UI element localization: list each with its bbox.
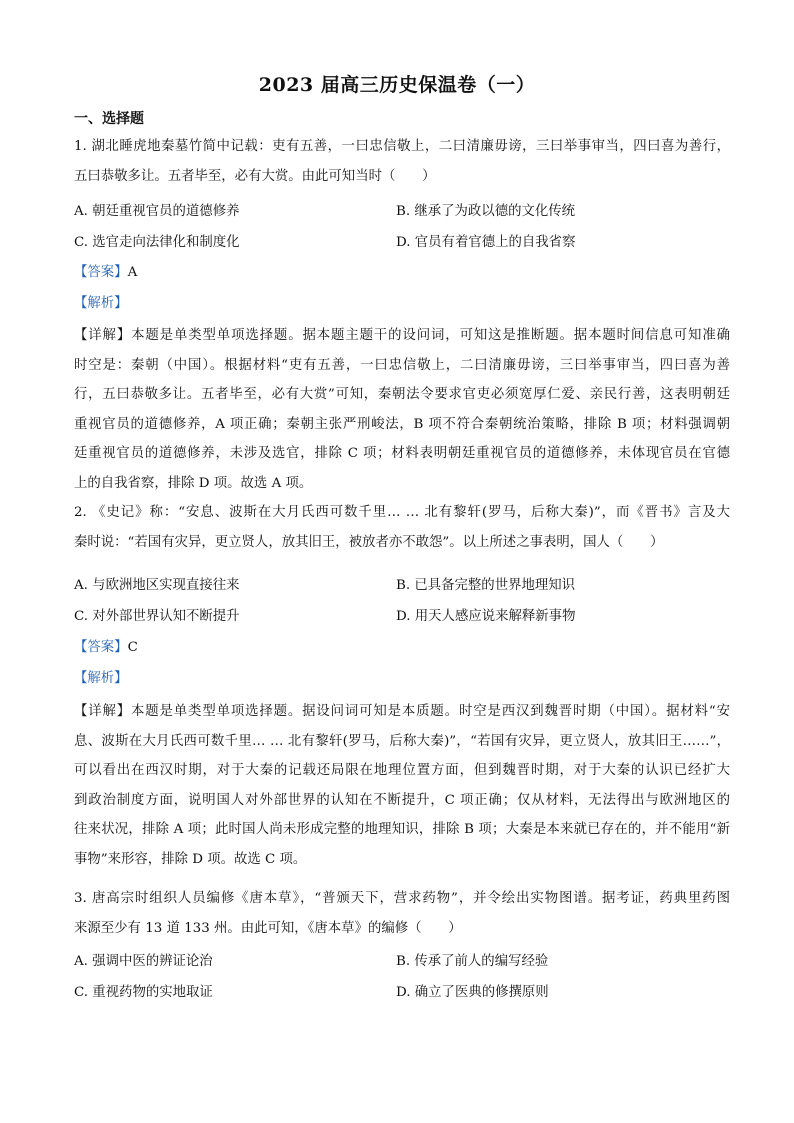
question-3-option-b: B. 传承了前人的编写经验	[396, 954, 549, 969]
analysis-tag: 【解析】	[74, 671, 128, 686]
question-2-option-d: D. 用天人感应说来解释新事物	[396, 609, 576, 624]
question-1-option-d: D. 官员有着官德上的自我省察	[396, 235, 576, 250]
analysis-tag: 【解析】	[74, 296, 128, 311]
answer-tag: 【答案】	[74, 265, 128, 280]
question-1-option-a: A. 朝廷重视官员的道德修养	[74, 204, 240, 219]
question-1-line-1: 1. 湖北睡虎地秦墓竹简中记载：吏有五善，一曰忠信敬上，二曰清廉毋谤，三曰举事审当，四曰喜为善行，	[74, 139, 730, 154]
question-3-options	[74, 946, 730, 1008]
question-1-analysis-tag	[74, 289, 128, 318]
question-2-answer	[74, 633, 138, 662]
question-2-option-a: A. 与欧洲地区实现直接往来	[74, 578, 240, 593]
question-1-option-c: C. 选官走向法律化和制度化	[74, 235, 240, 250]
question-3-option-d: D. 确立了医典的修撰原则	[396, 985, 549, 1000]
section-heading: 一、选择题	[74, 111, 144, 127]
question-1-stem	[74, 132, 730, 191]
question-2-options	[74, 570, 730, 632]
question-1-line-2: 五曰恭敬多让。五者毕至，必有大赏。由此可知当时（ ）	[74, 168, 436, 184]
question-2-line-2: 秦时说：“若国有灾异，更立贤人，放其旧王，被放者亦不敢怨”。以上所述之事表明，国人（ ）	[74, 534, 664, 550]
question-1-detail-line-3: 行，五曰恭敬多让。五者毕至，必有大赏”可知，秦朝法令要求官吏必须宽厚仁爱、亲民行善，这表明朝廷	[74, 387, 730, 402]
question-1-detail-line-2: 时空是：秦朝（中国）。根据材料“吏有五善，一曰忠信敬上，二曰清廉毋谤，三曰举事审当，四曰喜为善	[74, 357, 730, 373]
question-1-answer	[74, 258, 137, 287]
question-2-detail-line-1: 【详解】本题是单类型单项选择题。据设问词可知是本质题。时空是西汉到魏晋时期（中国）。据材料“安	[74, 704, 730, 719]
question-2-option-c: C. 对外部世界认知不断提升	[74, 609, 240, 624]
question-1-detail	[74, 321, 730, 498]
question-2-detail-line-3: 可以看出在西汉时期，对于大秦的记载还局限在地理位置方面，但到魏晋时期，对于大秦的认识已经扩大	[74, 763, 730, 778]
question-2-line-1: 2. 《史记》称：“安息、波斯在大月氏西可数千里… … 北有黎轩(罗马，后称大秦)”，而《晋书》言及大	[74, 505, 730, 520]
question-3-stem	[74, 884, 730, 943]
question-1-detail-line-5: 廷重视官员的道德修养，未涉及选官，排除 C 项；材料表明朝廷重视官员的道德修养，未体现官员在官德	[74, 446, 730, 461]
question-2-stem	[74, 498, 730, 557]
question-3-line-2: 来源至少有 13 道 133 州。由此可知，《唐本草》的编修（ ）	[74, 920, 462, 936]
question-3-option-a: A. 强调中医的辨证论治	[74, 954, 213, 969]
question-1-detail-line-4: 重视官员的道德修养，A 项正确；秦朝主张严刑峻法，B 项不符合秦朝统治策略，排除 B 项；材料强调朝	[74, 416, 730, 432]
document-title: 2023 届高三历史保温卷（一）	[258, 74, 536, 96]
question-2-detail-line-6: 事物”来形容，排除 D 项。故选 C 项。	[74, 851, 307, 867]
question-1-options	[74, 196, 730, 258]
question-2-detail-line-2: 息、波斯在大月氏西可数千里… … 北有黎轩(罗马，后称大秦)”，“若国有灾异，更立贤人，放其旧王……”，	[74, 733, 730, 749]
answer-tag: 【答案】	[74, 640, 128, 655]
question-2-answer-value: C	[127, 640, 138, 655]
question-2-detail-line-5: 往来状况，排除 A 项；此时国人尚未形成完整的地理知识，排除 B 项；大秦是本来就已存在的，并不能用“新	[74, 822, 730, 837]
question-3-line-1: 3. 唐高宗时组织人员编修《唐本草》，“普颁天下，营求药物”，并令绘出实物图谱。据考证，药典里药图	[74, 891, 730, 906]
question-1-answer-value: A	[127, 265, 138, 280]
question-1-detail-line-6: 上的自我省察，排除 D 项。故选 A 项。	[74, 475, 313, 491]
question-1-detail-line-1: 【详解】本题是单类型单项选择题。据本题主题干的设问词，可知这是推断题。据本题时间信息可知准确	[74, 328, 730, 343]
question-2-option-b: B. 已具备完整的世界地理知识	[396, 578, 576, 593]
question-2-detail	[74, 697, 730, 874]
question-2-analysis-tag	[74, 664, 128, 693]
question-1-option-b: B. 继承了为政以德的文化传统	[396, 204, 576, 219]
question-2-detail-line-4: 到政治制度方面，说明国人对外部世界的认知在不断提升，C 项正确；仅从材料，无法得出与欧洲地区的	[74, 792, 730, 808]
question-3-option-c: C. 重视药物的实地取证	[74, 985, 213, 1000]
